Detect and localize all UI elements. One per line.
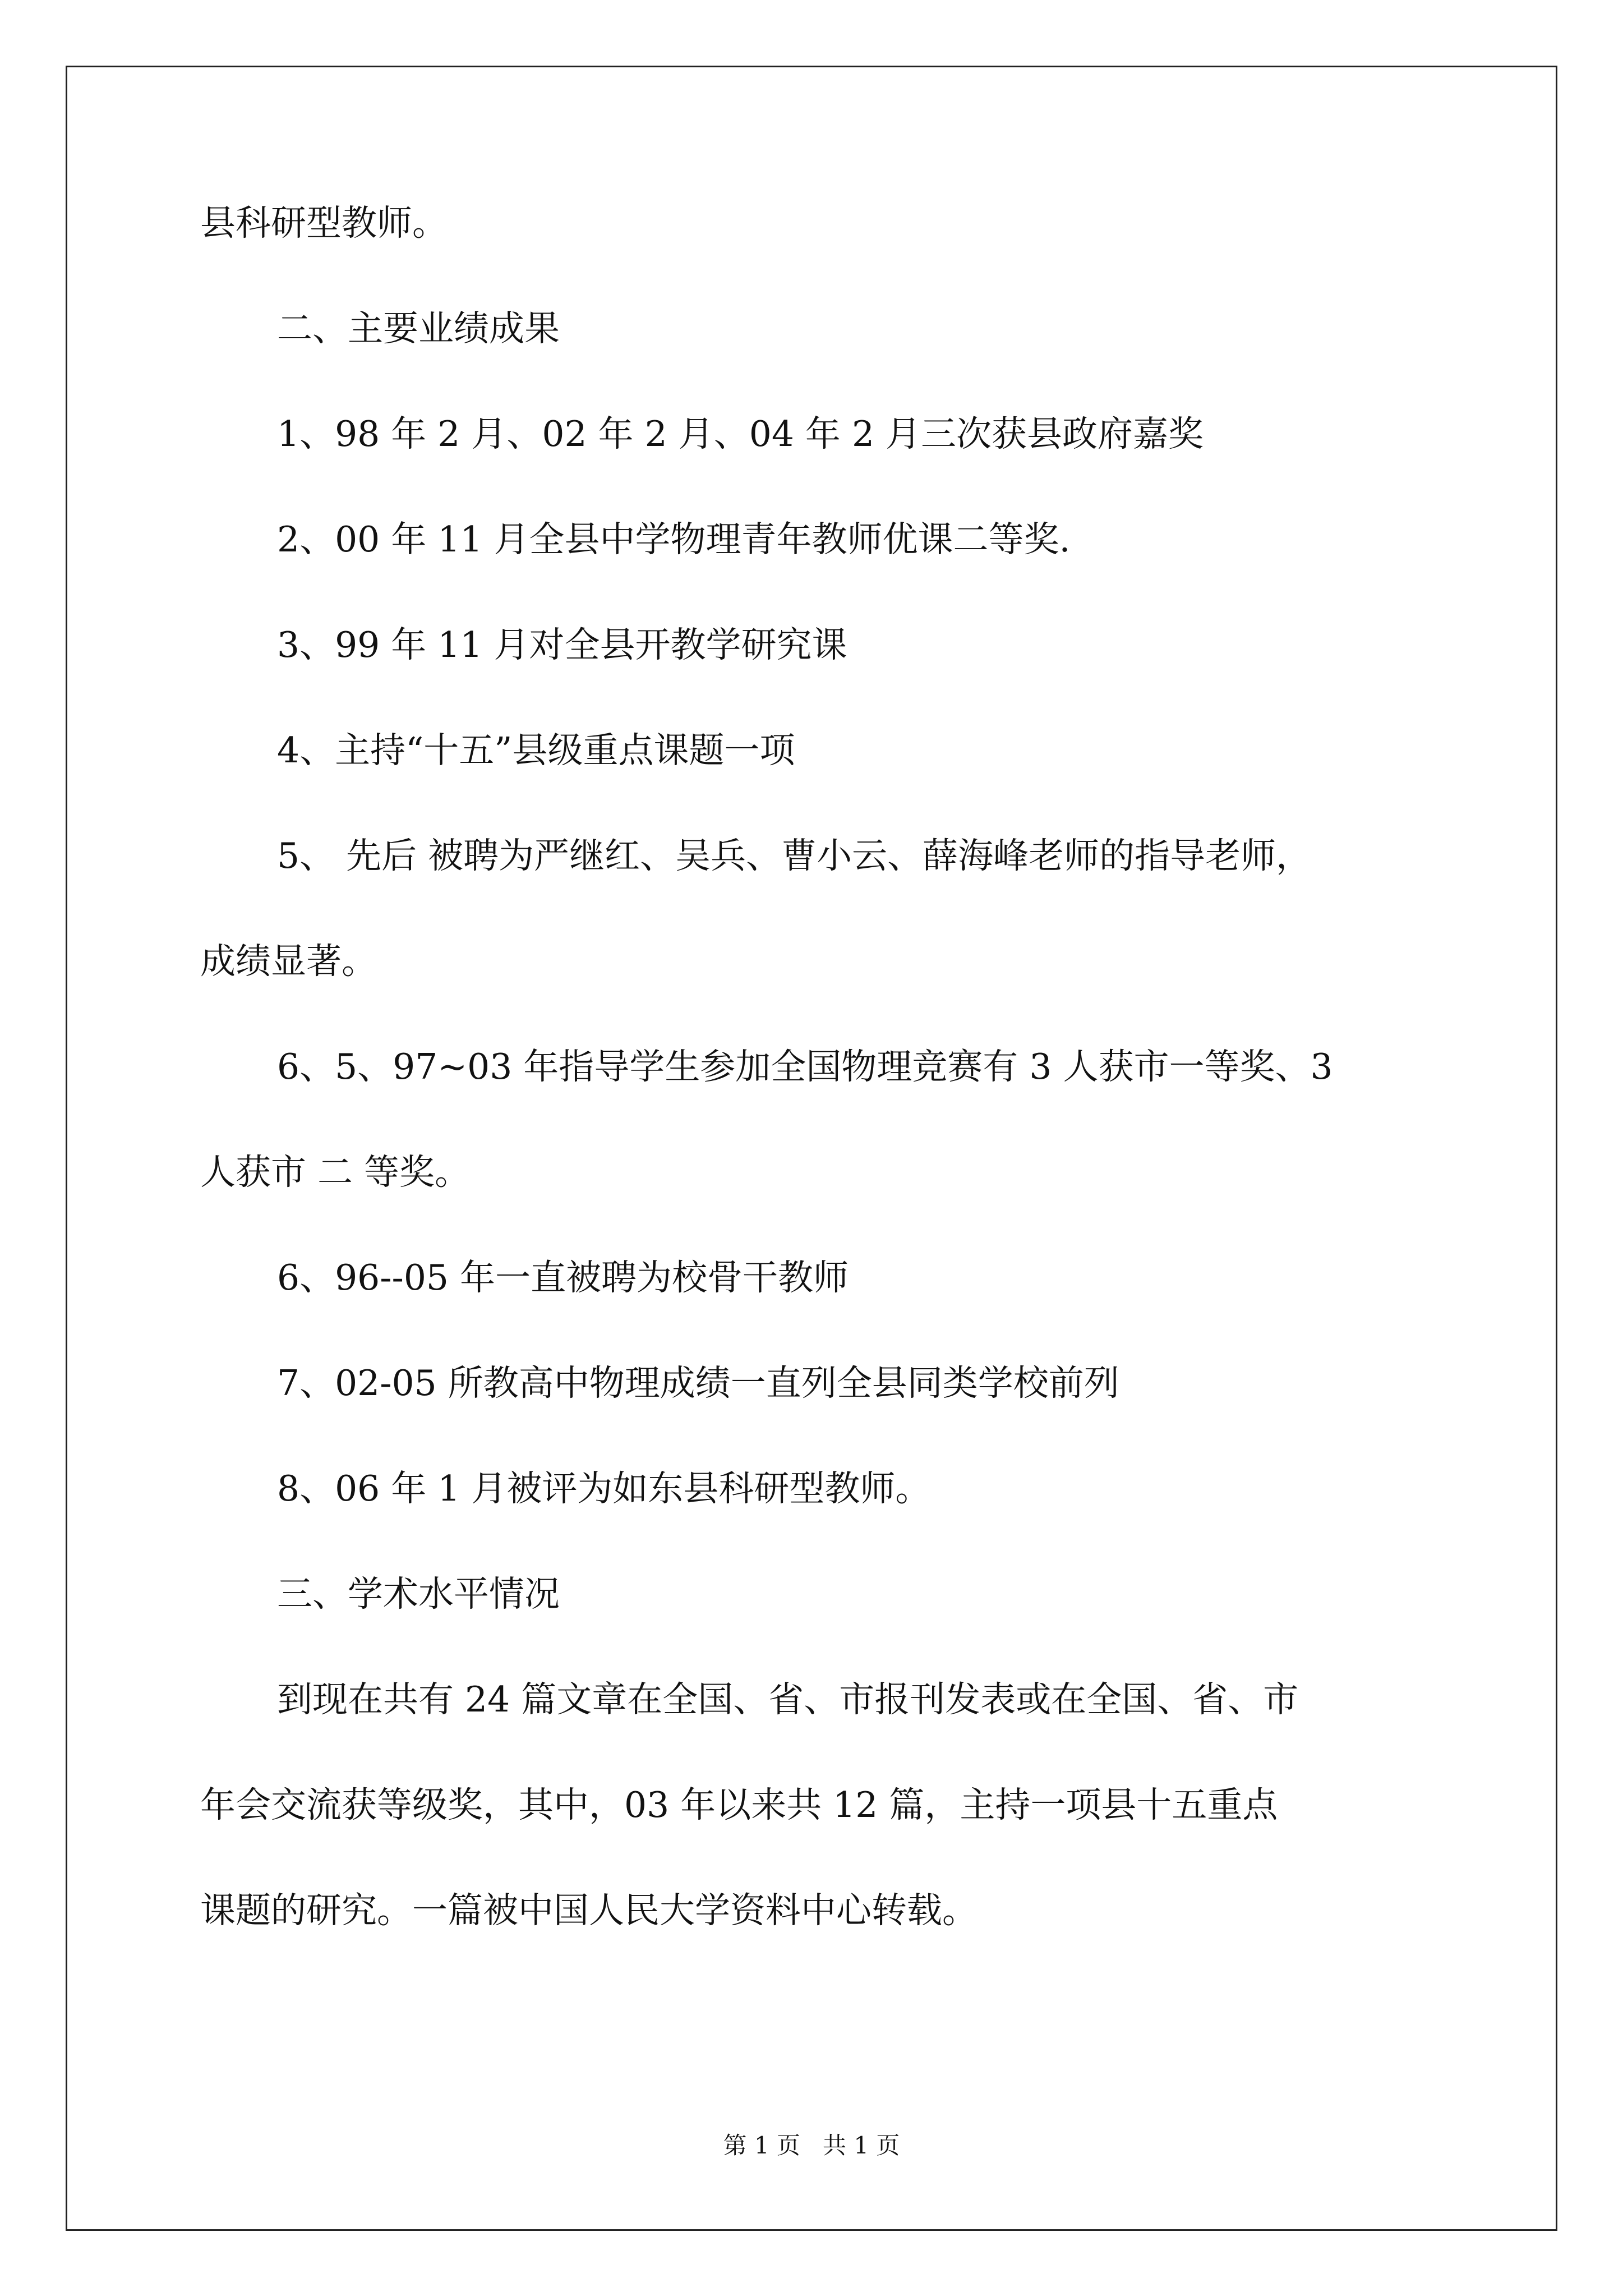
text-line: 县科研型教师。 bbox=[200, 203, 448, 243]
list-item: 1、98 年 2 月、02 年 2 月、04 年 2 月三次获县政府嘉奖 bbox=[277, 413, 1204, 454]
page-footer bbox=[0, 2130, 1623, 2161]
list-item: 2、00 年 11 月全县中学物理青年教师优课二等奖. bbox=[277, 519, 1071, 560]
section-heading: 二、主要业绩成果 bbox=[277, 308, 560, 349]
paragraph-line: 年会交流获等级奖，其中，03 年以来共 12 篇，主持一项县十五重点 bbox=[200, 1784, 1278, 1825]
paragraph-line: 课题的研究。一篇被中国人民大学资料中心转载。 bbox=[200, 1890, 978, 1931]
text-line: 人获市 二 等奖。 bbox=[200, 1152, 471, 1193]
text-line: 成绩显著。 bbox=[200, 941, 377, 982]
list-item: 8、06 年 1 月被评为如东县科研型教师。 bbox=[277, 1468, 931, 1509]
section-heading: 三、学术水平情况 bbox=[277, 1573, 560, 1614]
paragraph-line: 到现在共有 24 篇文章在全国、省、市报刊发表或在全国、省、市 bbox=[277, 1679, 1299, 1720]
list-item: 3、99 年 11 月对全县开教学研究课 bbox=[277, 624, 847, 665]
list-item: 6、96--05 年一直被聘为校骨干教师 bbox=[277, 1257, 849, 1298]
list-item: 5、 先后 被聘为严继红、吴兵、曹小云、薛海峰老师的指导老师， bbox=[277, 835, 1312, 876]
list-item: 7、02-05 所教高中物理成绩一直列全县同类学校前列 bbox=[277, 1363, 1119, 1404]
page-total: 共 1 页 bbox=[823, 2132, 900, 2159]
page-number: 第 1 页 bbox=[723, 2132, 800, 2159]
list-item: 6、5、97~03 年指导学生参加全国物理竞赛有 3 人获市一等奖、3 bbox=[277, 1046, 1333, 1087]
list-item: 4、主持“十五”县级重点课题一项 bbox=[277, 730, 795, 771]
